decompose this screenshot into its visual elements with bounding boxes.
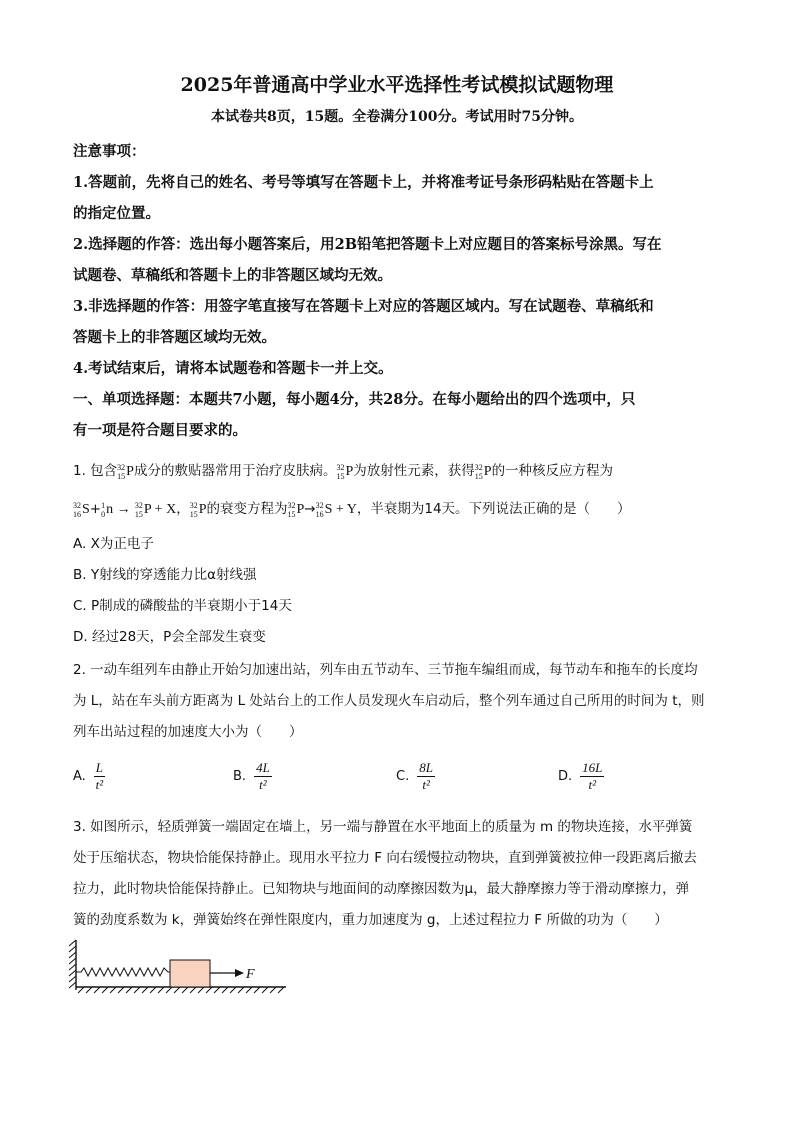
nuclide-p32: 32 15P bbox=[336, 462, 354, 481]
ground-hatching bbox=[78, 987, 284, 993]
notice-line: 的指定位置。 bbox=[73, 205, 160, 222]
q2-option-c: C. $\frac{8L}{\text{t²}}$ bbox=[396, 760, 433, 792]
notice-line: 3.非选择题的作答：用签字笔直接写在答题卡上对应的答题区域内。写在试题卷、草稿纸和 bbox=[73, 298, 654, 315]
q2-line: 为 L，站在车头前方距离为 L 处站台上的工作人员发现火车启动后，整个列车通过自己所用的时间为 t，则 bbox=[73, 693, 705, 709]
notice-heading: 注意事项： bbox=[73, 143, 146, 160]
spring bbox=[76, 968, 170, 976]
q3-line: 3. 如图所示，轻质弹簧一端固定在墙上，另一端与静置在水平地面上的质量为 m 的物块连接，水平弹簧 bbox=[73, 819, 693, 835]
q1-line-1: 1. 包含32 15P成分的敷贴器常用于治疗皮肤病。32 15P为放射性元素，获得32 15P的一种核反应方程为 bbox=[73, 455, 725, 487]
nuclide-p32: 32 15P + X bbox=[134, 500, 177, 519]
notice-line: 试题卷、草稿纸和答题卡上的非答题区域均无效。 bbox=[73, 267, 392, 284]
q1-option-b: B. Y射线的穿透能力比α射线强 bbox=[73, 567, 257, 583]
nuclide-p32: 32 15P bbox=[117, 462, 134, 481]
q1-option-c: C. P制成的磷酸盐的半衰期小于14天 bbox=[73, 598, 292, 614]
nuclide-p32: 32 15P bbox=[189, 500, 207, 519]
q1-option-d: D. 经过28天，P会全部发生衰变 bbox=[73, 629, 266, 645]
notice-block bbox=[73, 136, 725, 446]
block bbox=[170, 960, 210, 987]
q2-option-a: A. $\frac{L}{\text{t²}}$ bbox=[73, 760, 104, 792]
wall-hatching bbox=[69, 940, 76, 988]
section-heading-cont: 有一项是符合题目要求的。 bbox=[73, 422, 247, 439]
q2-option-d: D. $\frac{16L}{\text{t²}}$ bbox=[558, 760, 603, 792]
q3-line: 处于压缩状态，物块恰能保持静止。现用水平拉力 F 向右缓慢拉动物块，直到弹簧被拉伸一段距离后撤去 bbox=[73, 850, 697, 866]
section-heading: 一、单项选择题：本题共7小题，每小题4分，共28分。在每小题给出的四个选项中，只 bbox=[73, 391, 636, 408]
nuclide-neutron: 1 0n → bbox=[101, 500, 131, 519]
page-title: 2025年普通高中学业水平选择性考试模拟试题物理 bbox=[180, 74, 614, 96]
q2-line: 2. 一动车组列车由静止开始匀加速出站，列车由五节动车、三节拖车编组而成，每节动车和拖车的长度均 bbox=[73, 662, 698, 678]
force-label: F bbox=[246, 967, 255, 982]
nuclide-s32: 32 16S + Y bbox=[315, 500, 357, 519]
nuclide-p32: 32 15P bbox=[474, 462, 492, 481]
q2-option-b: B. $\frac{4L}{\text{t²}}$ bbox=[233, 760, 270, 792]
question-3 bbox=[73, 812, 725, 936]
page-subtitle: 本试卷共8页，15题。全卷满分100分。考试用时75分钟。 bbox=[211, 109, 583, 125]
spring-block-figure bbox=[68, 938, 298, 1000]
force-arrowhead bbox=[235, 969, 244, 977]
nuclide-s32: 32 16S bbox=[73, 500, 90, 519]
q1-line-2: 32 16S+1 0n → 32 15P + X，32 15P的衰变方程为32 15P→32 16S + Y，半衰期为14天。下列说法正确的是（ ） bbox=[73, 493, 725, 525]
notice-line: 答题卡上的非答题区域均无效。 bbox=[73, 329, 276, 346]
q3-line: 簧的劲度系数为 k，弹簧始终在弹性限度内，重力加速度为 g，上述过程拉力 F 所做的功为（ ） bbox=[73, 912, 668, 928]
question-2 bbox=[73, 655, 725, 748]
notice-line: 2.选择题的作答：选出每小题答案后，用2B铅笔把答题卡上对应题目的答案标号涂黑。写在 bbox=[73, 236, 662, 253]
q3-line: 拉力，此时物块恰能保持静止。已知物块与地面间的动摩擦因数为μ，最大静摩擦力等于滑动摩擦力，弹 bbox=[73, 881, 690, 897]
q2-line: 列车出站过程的加速度大小为（ ） bbox=[73, 724, 303, 740]
nuclide-p32: 32 15P bbox=[287, 500, 305, 519]
notice-line: 1.答题前，先将自己的姓名、考号等填写在答题卡上，并将准考证号条形码粘贴在答题卡上 bbox=[73, 174, 654, 191]
notice-line: 4.考试结束后，请将本试题卷和答题卡一并上交。 bbox=[73, 360, 393, 377]
q1-option-a: A. X为正电子 bbox=[73, 536, 154, 552]
question-1 bbox=[73, 455, 725, 653]
